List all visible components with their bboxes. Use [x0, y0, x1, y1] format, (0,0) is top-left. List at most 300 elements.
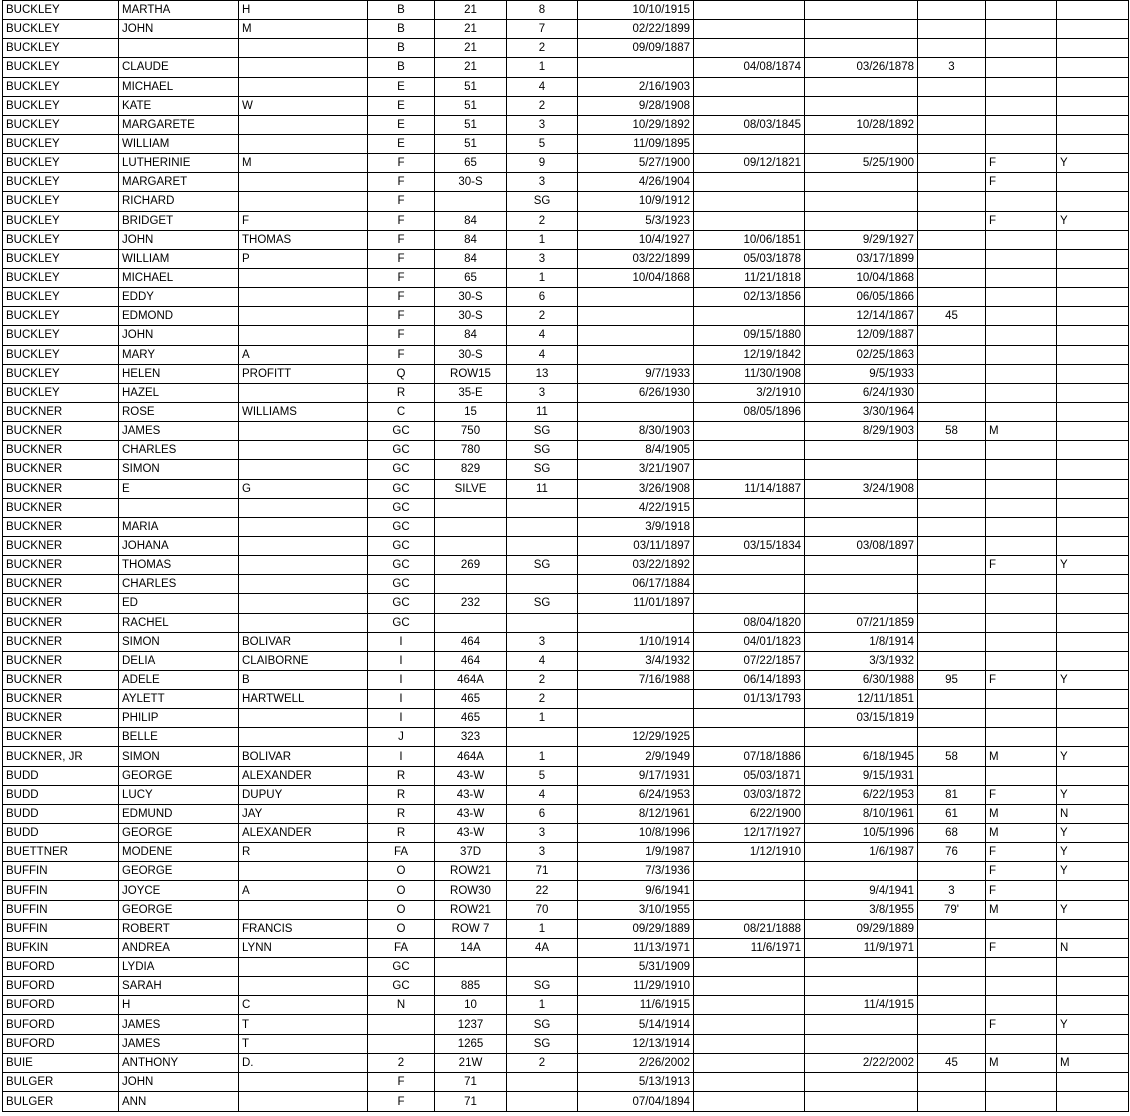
lot-cell: 65	[435, 268, 507, 287]
first-name-cell: SARAH	[119, 977, 239, 996]
burial-date-cell: 10/29/1892	[578, 115, 694, 134]
flag-cell	[1057, 479, 1129, 498]
sex-cell	[986, 690, 1057, 709]
burial-date-cell: 3/10/1955	[578, 900, 694, 919]
table-row	[3, 441, 1129, 460]
death-date-cell: 3/30/1964	[805, 402, 918, 421]
sex-cell	[986, 766, 1057, 785]
burial-date-cell	[578, 307, 694, 326]
birth-date-cell: 09/12/1821	[694, 154, 805, 173]
sex-cell: F	[986, 1015, 1057, 1034]
sex-cell	[986, 383, 1057, 402]
birth-date-cell: 07/18/1886	[694, 747, 805, 766]
sex-cell	[986, 1, 1057, 20]
lot-cell: ROW 7	[435, 919, 507, 938]
birth-date-cell: 11/6/1971	[694, 938, 805, 957]
table-row	[3, 345, 1129, 364]
burial-date-cell: 8/12/1961	[578, 804, 694, 823]
table-row	[3, 785, 1129, 804]
lot-cell: 269	[435, 556, 507, 575]
sex-cell	[986, 517, 1057, 536]
last-name-cell: BUCKNER	[3, 575, 119, 594]
flag-cell: Y	[1057, 862, 1129, 881]
age-cell	[918, 268, 986, 287]
burial-date-cell	[578, 402, 694, 421]
first-name-cell: CHARLES	[119, 441, 239, 460]
birth-date-cell	[694, 441, 805, 460]
burial-date-cell: 3/9/1918	[578, 517, 694, 536]
table-row	[3, 383, 1129, 402]
grave-cell: 8	[507, 1, 578, 20]
section-cell: O	[368, 862, 435, 881]
lot-cell: 15	[435, 402, 507, 421]
birth-date-cell: 08/04/1820	[694, 613, 805, 632]
table-row	[3, 173, 1129, 192]
middle-name-cell	[239, 977, 368, 996]
section-cell: E	[368, 134, 435, 153]
first-name-cell: MICHAEL	[119, 268, 239, 287]
sex-cell	[986, 364, 1057, 383]
grave-cell: 3	[507, 383, 578, 402]
first-name-cell: PHILIP	[119, 709, 239, 728]
middle-name-cell: M	[239, 154, 368, 173]
middle-name-cell	[239, 173, 368, 192]
sex-cell: F	[986, 843, 1057, 862]
table-row	[3, 632, 1129, 651]
lot-cell	[435, 575, 507, 594]
sex-cell	[986, 39, 1057, 58]
flag-cell	[1057, 517, 1129, 536]
grave-cell: 3	[507, 843, 578, 862]
sex-cell: M	[986, 747, 1057, 766]
age-cell	[918, 632, 986, 651]
age-cell: 61	[918, 804, 986, 823]
age-cell	[918, 249, 986, 268]
middle-name-cell	[239, 58, 368, 77]
first-name-cell: LYDIA	[119, 958, 239, 977]
burial-date-cell	[578, 58, 694, 77]
sex-cell	[986, 134, 1057, 153]
flag-cell	[1057, 268, 1129, 287]
lot-cell: 51	[435, 77, 507, 96]
age-cell	[918, 460, 986, 479]
first-name-cell: BRIDGET	[119, 211, 239, 230]
grave-cell: 71	[507, 862, 578, 881]
birth-date-cell: 10/06/1851	[694, 230, 805, 249]
table-row	[3, 728, 1129, 747]
flag-cell	[1057, 594, 1129, 613]
grave-cell: 13	[507, 364, 578, 383]
burial-date-cell: 09/09/1887	[578, 39, 694, 58]
middle-name-cell	[239, 383, 368, 402]
last-name-cell: BUCKNER	[3, 670, 119, 689]
middle-name-cell	[239, 307, 368, 326]
lot-cell: 232	[435, 594, 507, 613]
burial-date-cell: 8/30/1903	[578, 422, 694, 441]
first-name-cell: MARGARETE	[119, 115, 239, 134]
last-name-cell: BUFFIN	[3, 881, 119, 900]
burial-date-cell: 1/10/1914	[578, 632, 694, 651]
section-cell: GC	[368, 958, 435, 977]
middle-name-cell: HARTWELL	[239, 690, 368, 709]
first-name-cell: E	[119, 479, 239, 498]
section-cell: J	[368, 728, 435, 747]
age-cell	[918, 20, 986, 39]
burial-date-cell: 5/13/1913	[578, 1072, 694, 1091]
death-date-cell: 6/24/1930	[805, 383, 918, 402]
birth-date-cell	[694, 173, 805, 192]
death-date-cell	[805, 958, 918, 977]
section-cell: I	[368, 670, 435, 689]
records-table	[2, 0, 1129, 1112]
death-date-cell: 3/3/1932	[805, 651, 918, 670]
lot-cell: 885	[435, 977, 507, 996]
burial-date-cell	[578, 288, 694, 307]
section-cell: I	[368, 690, 435, 709]
middle-name-cell	[239, 39, 368, 58]
last-name-cell: BUFORD	[3, 977, 119, 996]
first-name-cell: KATE	[119, 96, 239, 115]
section-cell: GC	[368, 479, 435, 498]
flag-cell	[1057, 1, 1129, 20]
flag-cell: N	[1057, 938, 1129, 957]
death-date-cell: 2/22/2002	[805, 1053, 918, 1072]
flag-cell	[1057, 690, 1129, 709]
middle-name-cell: CLAIBORNE	[239, 651, 368, 670]
table-row	[3, 594, 1129, 613]
flag-cell: Y	[1057, 843, 1129, 862]
flag-cell	[1057, 441, 1129, 460]
death-date-cell	[805, 77, 918, 96]
grave-cell: 1	[507, 747, 578, 766]
death-date-cell: 3/24/1908	[805, 479, 918, 498]
section-cell: GC	[368, 556, 435, 575]
death-date-cell: 07/21/1859	[805, 613, 918, 632]
age-cell	[918, 288, 986, 307]
last-name-cell: BUCKLEY	[3, 249, 119, 268]
birth-date-cell: 11/30/1908	[694, 364, 805, 383]
table-row	[3, 613, 1129, 632]
grave-cell: SG	[507, 594, 578, 613]
section-cell: R	[368, 383, 435, 402]
section-cell: F	[368, 268, 435, 287]
death-date-cell: 9/29/1927	[805, 230, 918, 249]
birth-date-cell: 08/05/1896	[694, 402, 805, 421]
section-cell: B	[368, 1, 435, 20]
flag-cell	[1057, 134, 1129, 153]
birth-date-cell: 01/13/1793	[694, 690, 805, 709]
first-name-cell	[119, 498, 239, 517]
first-name-cell: GEORGE	[119, 900, 239, 919]
middle-name-cell: H	[239, 1, 368, 20]
table-row	[3, 1, 1129, 20]
burial-date-cell: 03/22/1892	[578, 556, 694, 575]
middle-name-cell: F	[239, 211, 368, 230]
sex-cell	[986, 996, 1057, 1015]
last-name-cell: BUCKLEY	[3, 134, 119, 153]
burial-date-cell: 06/17/1884	[578, 575, 694, 594]
lot-cell: 43-W	[435, 804, 507, 823]
table-row	[3, 843, 1129, 862]
last-name-cell: BUCKNER	[3, 441, 119, 460]
sex-cell: F	[986, 173, 1057, 192]
birth-date-cell	[694, 307, 805, 326]
table-row	[3, 364, 1129, 383]
first-name-cell: EDMUND	[119, 804, 239, 823]
table-row	[3, 804, 1129, 823]
sex-cell	[986, 958, 1057, 977]
middle-name-cell	[239, 115, 368, 134]
lot-cell: 21	[435, 20, 507, 39]
age-cell	[918, 766, 986, 785]
last-name-cell: BUCKNER	[3, 632, 119, 651]
lot-cell: 465	[435, 709, 507, 728]
age-cell	[918, 1034, 986, 1053]
first-name-cell: BELLE	[119, 728, 239, 747]
burial-date-cell: 6/24/1953	[578, 785, 694, 804]
birth-date-cell	[694, 498, 805, 517]
death-date-cell	[805, 556, 918, 575]
age-cell	[918, 173, 986, 192]
section-cell: B	[368, 39, 435, 58]
grave-cell	[507, 498, 578, 517]
grave-cell: 4	[507, 326, 578, 345]
birth-date-cell: 06/14/1893	[694, 670, 805, 689]
birth-date-cell	[694, 422, 805, 441]
death-date-cell	[805, 1, 918, 20]
death-date-cell: 10/04/1868	[805, 268, 918, 287]
last-name-cell: BUCKLEY	[3, 1, 119, 20]
table-row	[3, 115, 1129, 134]
birth-date-cell	[694, 96, 805, 115]
birth-date-cell: 12/17/1927	[694, 824, 805, 843]
last-name-cell: BUCKLEY	[3, 364, 119, 383]
birth-date-cell: 05/03/1871	[694, 766, 805, 785]
middle-name-cell: BOLIVAR	[239, 747, 368, 766]
burial-date-cell: 09/29/1889	[578, 919, 694, 938]
table-row	[3, 747, 1129, 766]
sex-cell: F	[986, 154, 1057, 173]
section-cell: I	[368, 747, 435, 766]
death-date-cell: 6/18/1945	[805, 747, 918, 766]
grave-cell: 2	[507, 670, 578, 689]
sex-cell	[986, 709, 1057, 728]
age-cell	[918, 77, 986, 96]
section-cell: F	[368, 326, 435, 345]
birth-date-cell	[694, 996, 805, 1015]
burial-date-cell: 10/4/1927	[578, 230, 694, 249]
sex-cell	[986, 632, 1057, 651]
middle-name-cell: LYNN	[239, 938, 368, 957]
age-cell	[918, 996, 986, 1015]
burial-date-cell: 11/13/1971	[578, 938, 694, 957]
section-cell: F	[368, 288, 435, 307]
age-cell	[918, 479, 986, 498]
table-row	[3, 1072, 1129, 1091]
last-name-cell: BUCKNER	[3, 690, 119, 709]
first-name-cell: CHARLES	[119, 575, 239, 594]
flag-cell	[1057, 536, 1129, 555]
age-cell: 95	[918, 670, 986, 689]
death-date-cell: 8/29/1903	[805, 422, 918, 441]
last-name-cell: BUCKLEY	[3, 39, 119, 58]
birth-date-cell	[694, 709, 805, 728]
last-name-cell: BUCKNER	[3, 402, 119, 421]
lot-cell	[435, 613, 507, 632]
last-name-cell: BUCKNER	[3, 556, 119, 575]
age-cell	[918, 39, 986, 58]
table-row	[3, 996, 1129, 1015]
age-cell	[918, 709, 986, 728]
sex-cell: F	[986, 881, 1057, 900]
section-cell: O	[368, 881, 435, 900]
first-name-cell: RACHEL	[119, 613, 239, 632]
grave-cell: 5	[507, 766, 578, 785]
birth-date-cell: 08/21/1888	[694, 919, 805, 938]
table-row	[3, 498, 1129, 517]
birth-date-cell	[694, 20, 805, 39]
middle-name-cell	[239, 517, 368, 536]
section-cell	[368, 1015, 435, 1034]
flag-cell	[1057, 709, 1129, 728]
grave-cell: 3	[507, 632, 578, 651]
middle-name-cell: ALEXANDER	[239, 824, 368, 843]
table-row	[3, 862, 1129, 881]
flag-cell: Y	[1057, 1015, 1129, 1034]
flag-cell: M	[1057, 1053, 1129, 1072]
lot-cell: 750	[435, 422, 507, 441]
sex-cell	[986, 58, 1057, 77]
first-name-cell	[119, 39, 239, 58]
age-cell	[918, 1015, 986, 1034]
section-cell: F	[368, 345, 435, 364]
death-date-cell: 11/4/1915	[805, 996, 918, 1015]
grave-cell	[507, 728, 578, 747]
section-cell: F	[368, 192, 435, 211]
lot-cell	[435, 498, 507, 517]
first-name-cell: H	[119, 996, 239, 1015]
burial-date-cell: 3/26/1908	[578, 479, 694, 498]
sex-cell	[986, 345, 1057, 364]
sex-cell	[986, 288, 1057, 307]
age-cell	[918, 211, 986, 230]
table-row	[3, 977, 1129, 996]
lot-cell: 464A	[435, 670, 507, 689]
grave-cell: 1	[507, 268, 578, 287]
birth-date-cell	[694, 958, 805, 977]
first-name-cell: MARY	[119, 345, 239, 364]
first-name-cell: GEORGE	[119, 766, 239, 785]
last-name-cell: BUCKNER	[3, 728, 119, 747]
age-cell	[918, 383, 986, 402]
middle-name-cell	[239, 192, 368, 211]
death-date-cell: 03/26/1878	[805, 58, 918, 77]
sex-cell	[986, 613, 1057, 632]
death-date-cell: 5/25/1900	[805, 154, 918, 173]
age-cell	[918, 154, 986, 173]
burial-date-cell: 12/29/1925	[578, 728, 694, 747]
first-name-cell: LUCY	[119, 785, 239, 804]
table-row	[3, 288, 1129, 307]
age-cell	[918, 728, 986, 747]
birth-date-cell	[694, 900, 805, 919]
table-row	[3, 575, 1129, 594]
middle-name-cell	[239, 1092, 368, 1112]
grave-cell	[507, 536, 578, 555]
sex-cell: F	[986, 938, 1057, 957]
section-cell: GC	[368, 575, 435, 594]
flag-cell	[1057, 1072, 1129, 1091]
section-cell: O	[368, 919, 435, 938]
section-cell: GC	[368, 536, 435, 555]
burial-date-cell	[578, 326, 694, 345]
burial-date-cell: 1/9/1987	[578, 843, 694, 862]
middle-name-cell: THOMAS	[239, 230, 368, 249]
lot-cell: 43-W	[435, 766, 507, 785]
lot-cell: 51	[435, 115, 507, 134]
lot-cell: 35-E	[435, 383, 507, 402]
birth-date-cell: 08/03/1845	[694, 115, 805, 134]
birth-date-cell: 02/13/1856	[694, 288, 805, 307]
middle-name-cell: ALEXANDER	[239, 766, 368, 785]
first-name-cell: ANTHONY	[119, 1053, 239, 1072]
first-name-cell: EDMOND	[119, 307, 239, 326]
last-name-cell: BUDD	[3, 785, 119, 804]
death-date-cell: 12/11/1851	[805, 690, 918, 709]
last-name-cell: BUCKNER	[3, 613, 119, 632]
table-row	[3, 249, 1129, 268]
burial-date-cell	[578, 613, 694, 632]
sex-cell: M	[986, 422, 1057, 441]
first-name-cell: HELEN	[119, 364, 239, 383]
lot-cell	[435, 958, 507, 977]
age-cell	[918, 690, 986, 709]
grave-cell: SG	[507, 441, 578, 460]
flag-cell	[1057, 919, 1129, 938]
middle-name-cell: W	[239, 96, 368, 115]
first-name-cell: HAZEL	[119, 383, 239, 402]
sex-cell: F	[986, 211, 1057, 230]
grave-cell: SG	[507, 556, 578, 575]
sex-cell: M	[986, 804, 1057, 823]
first-name-cell: AYLETT	[119, 690, 239, 709]
table-row	[3, 268, 1129, 287]
last-name-cell: BUCKNER	[3, 498, 119, 517]
sex-cell: F	[986, 670, 1057, 689]
burial-date-cell: 11/29/1910	[578, 977, 694, 996]
table-row	[3, 39, 1129, 58]
death-date-cell	[805, 575, 918, 594]
sex-cell	[986, 651, 1057, 670]
sex-cell: M	[986, 824, 1057, 843]
sex-cell	[986, 1092, 1057, 1112]
age-cell	[918, 575, 986, 594]
table-row	[3, 881, 1129, 900]
death-date-cell: 09/29/1889	[805, 919, 918, 938]
burial-date-cell: 5/27/1900	[578, 154, 694, 173]
flag-cell	[1057, 728, 1129, 747]
grave-cell: 2	[507, 1053, 578, 1072]
last-name-cell: BUCKNER	[3, 536, 119, 555]
sex-cell	[986, 977, 1057, 996]
first-name-cell: GEORGE	[119, 862, 239, 881]
death-date-cell: 9/5/1933	[805, 364, 918, 383]
first-name-cell: JOHN	[119, 326, 239, 345]
age-cell	[918, 1, 986, 20]
middle-name-cell	[239, 709, 368, 728]
middle-name-cell: T	[239, 1015, 368, 1034]
grave-cell: 1	[507, 58, 578, 77]
